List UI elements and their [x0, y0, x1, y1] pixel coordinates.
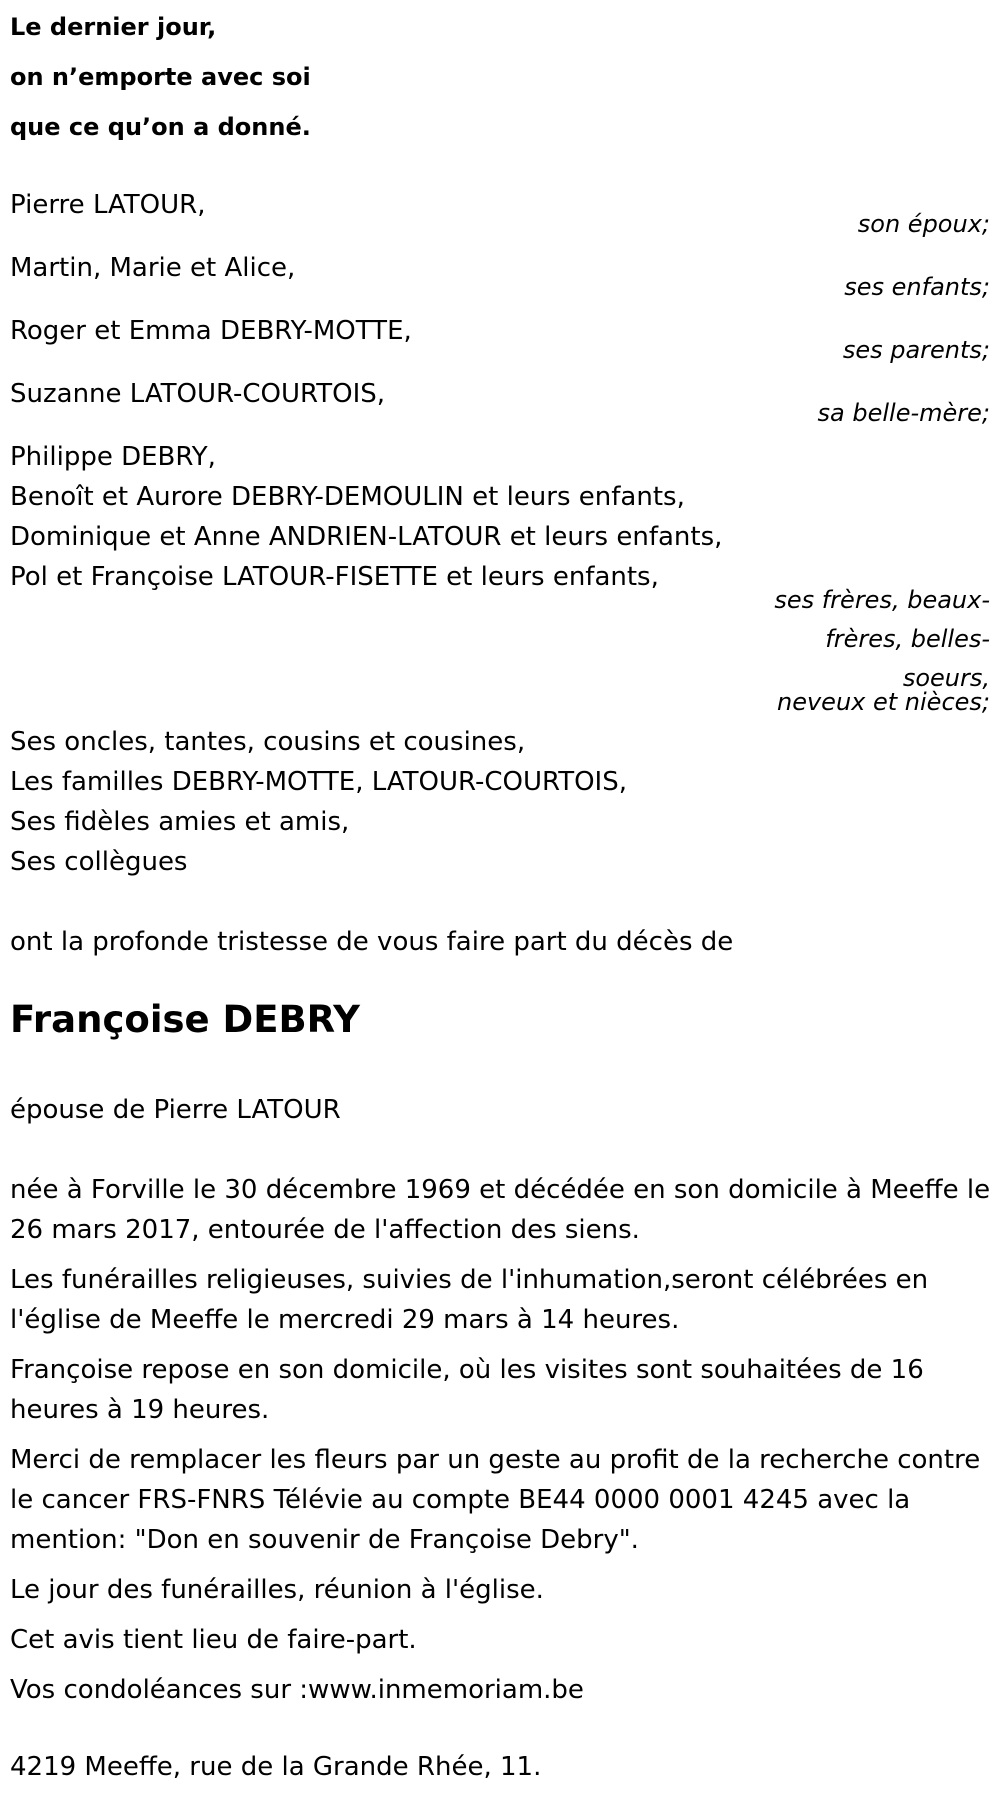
quote-line-2: on n’emporte avec soi	[10, 63, 311, 91]
family-relation-4: sa belle-mère;	[817, 399, 990, 427]
siblings-name-3: Dominique et Anne ANDRIEN-LATOUR et leurs enfants,	[10, 522, 723, 552]
birth-death-paragraph: née à Forville le 30 décembre 1969 et décédée en son domicile à Meeffe le 26 mars 2017, entourée de l'affection des siens.	[10, 1175, 991, 1245]
address: 4219 Meeffe, rue de la Grande Rhée, 11.	[10, 1752, 542, 1782]
siblings-relation-2: frères, belles-	[825, 625, 990, 653]
siblings-relation-1: ses frères, beaux-	[774, 586, 990, 614]
notice-paragraph: Cet avis tient lieu de faire-part.	[10, 1625, 417, 1655]
family-relation-1: son époux;	[857, 210, 990, 238]
family-relation-3: ses parents;	[842, 336, 990, 364]
family-names-3: Roger et Emma DEBRY-MOTTE,	[10, 316, 412, 346]
quote-line-1: Le dernier jour,	[10, 13, 217, 41]
others-line-2: Les familles DEBRY-MOTTE, LATOUR-COURTOIS,	[10, 767, 627, 797]
siblings-name-4: Pol et Françoise LATOUR-FISETTE et leurs enfants,	[10, 562, 659, 592]
others-line-1: Ses oncles, tantes, cousins et cousines,	[10, 727, 526, 757]
siblings-relation-4: neveux et nièces;	[777, 688, 990, 716]
meeting-paragraph: Le jour des funérailles, réunion à l'église.	[10, 1575, 544, 1605]
siblings-relation-3: soeurs,	[902, 664, 990, 692]
others-line-4: Ses collègues	[10, 847, 188, 877]
family-relation-2: ses enfants;	[844, 273, 990, 301]
family-names-1: Pierre LATOUR,	[10, 190, 206, 220]
visits-paragraph: Françoise repose en son domicile, où les visites sont souhaitées de 16 heures à 19 heures.	[10, 1355, 924, 1425]
family-names-2: Martin, Marie et Alice,	[10, 253, 296, 283]
condolences-paragraph: Vos condoléances sur :www.inmemoriam.be	[10, 1675, 584, 1705]
siblings-name-2: Benoît et Aurore DEBRY-DEMOULIN et leurs enfants,	[10, 482, 685, 512]
quote-line-3: que ce qu’on a donné.	[10, 113, 311, 141]
funeral-paragraph: Les funérailles religieuses, suivies de l'inhumation,seront célébrées en l'église de Meeffe le mercredi 29 mars à 14 heures.	[10, 1265, 929, 1335]
siblings-name-1: Philippe DEBRY,	[10, 442, 216, 472]
announcement: ont la profonde tristesse de vous faire part du décès de	[10, 927, 734, 957]
others-line-3: Ses fidèles amies et amis,	[10, 807, 350, 837]
donation-paragraph: Merci de remplacer les fleurs par un geste au profit de la recherche contre le cancer FRS-FNRS Télévie au compte BE44 0000 0001 4245 avec la mention: "Don en souvenir de Françoise Debry".	[10, 1445, 981, 1555]
family-names-4: Suzanne LATOUR-COURTOIS,	[10, 379, 386, 409]
deceased-name: Françoise DEBRY	[10, 998, 360, 1041]
spouse-line: épouse de Pierre LATOUR	[10, 1095, 341, 1125]
